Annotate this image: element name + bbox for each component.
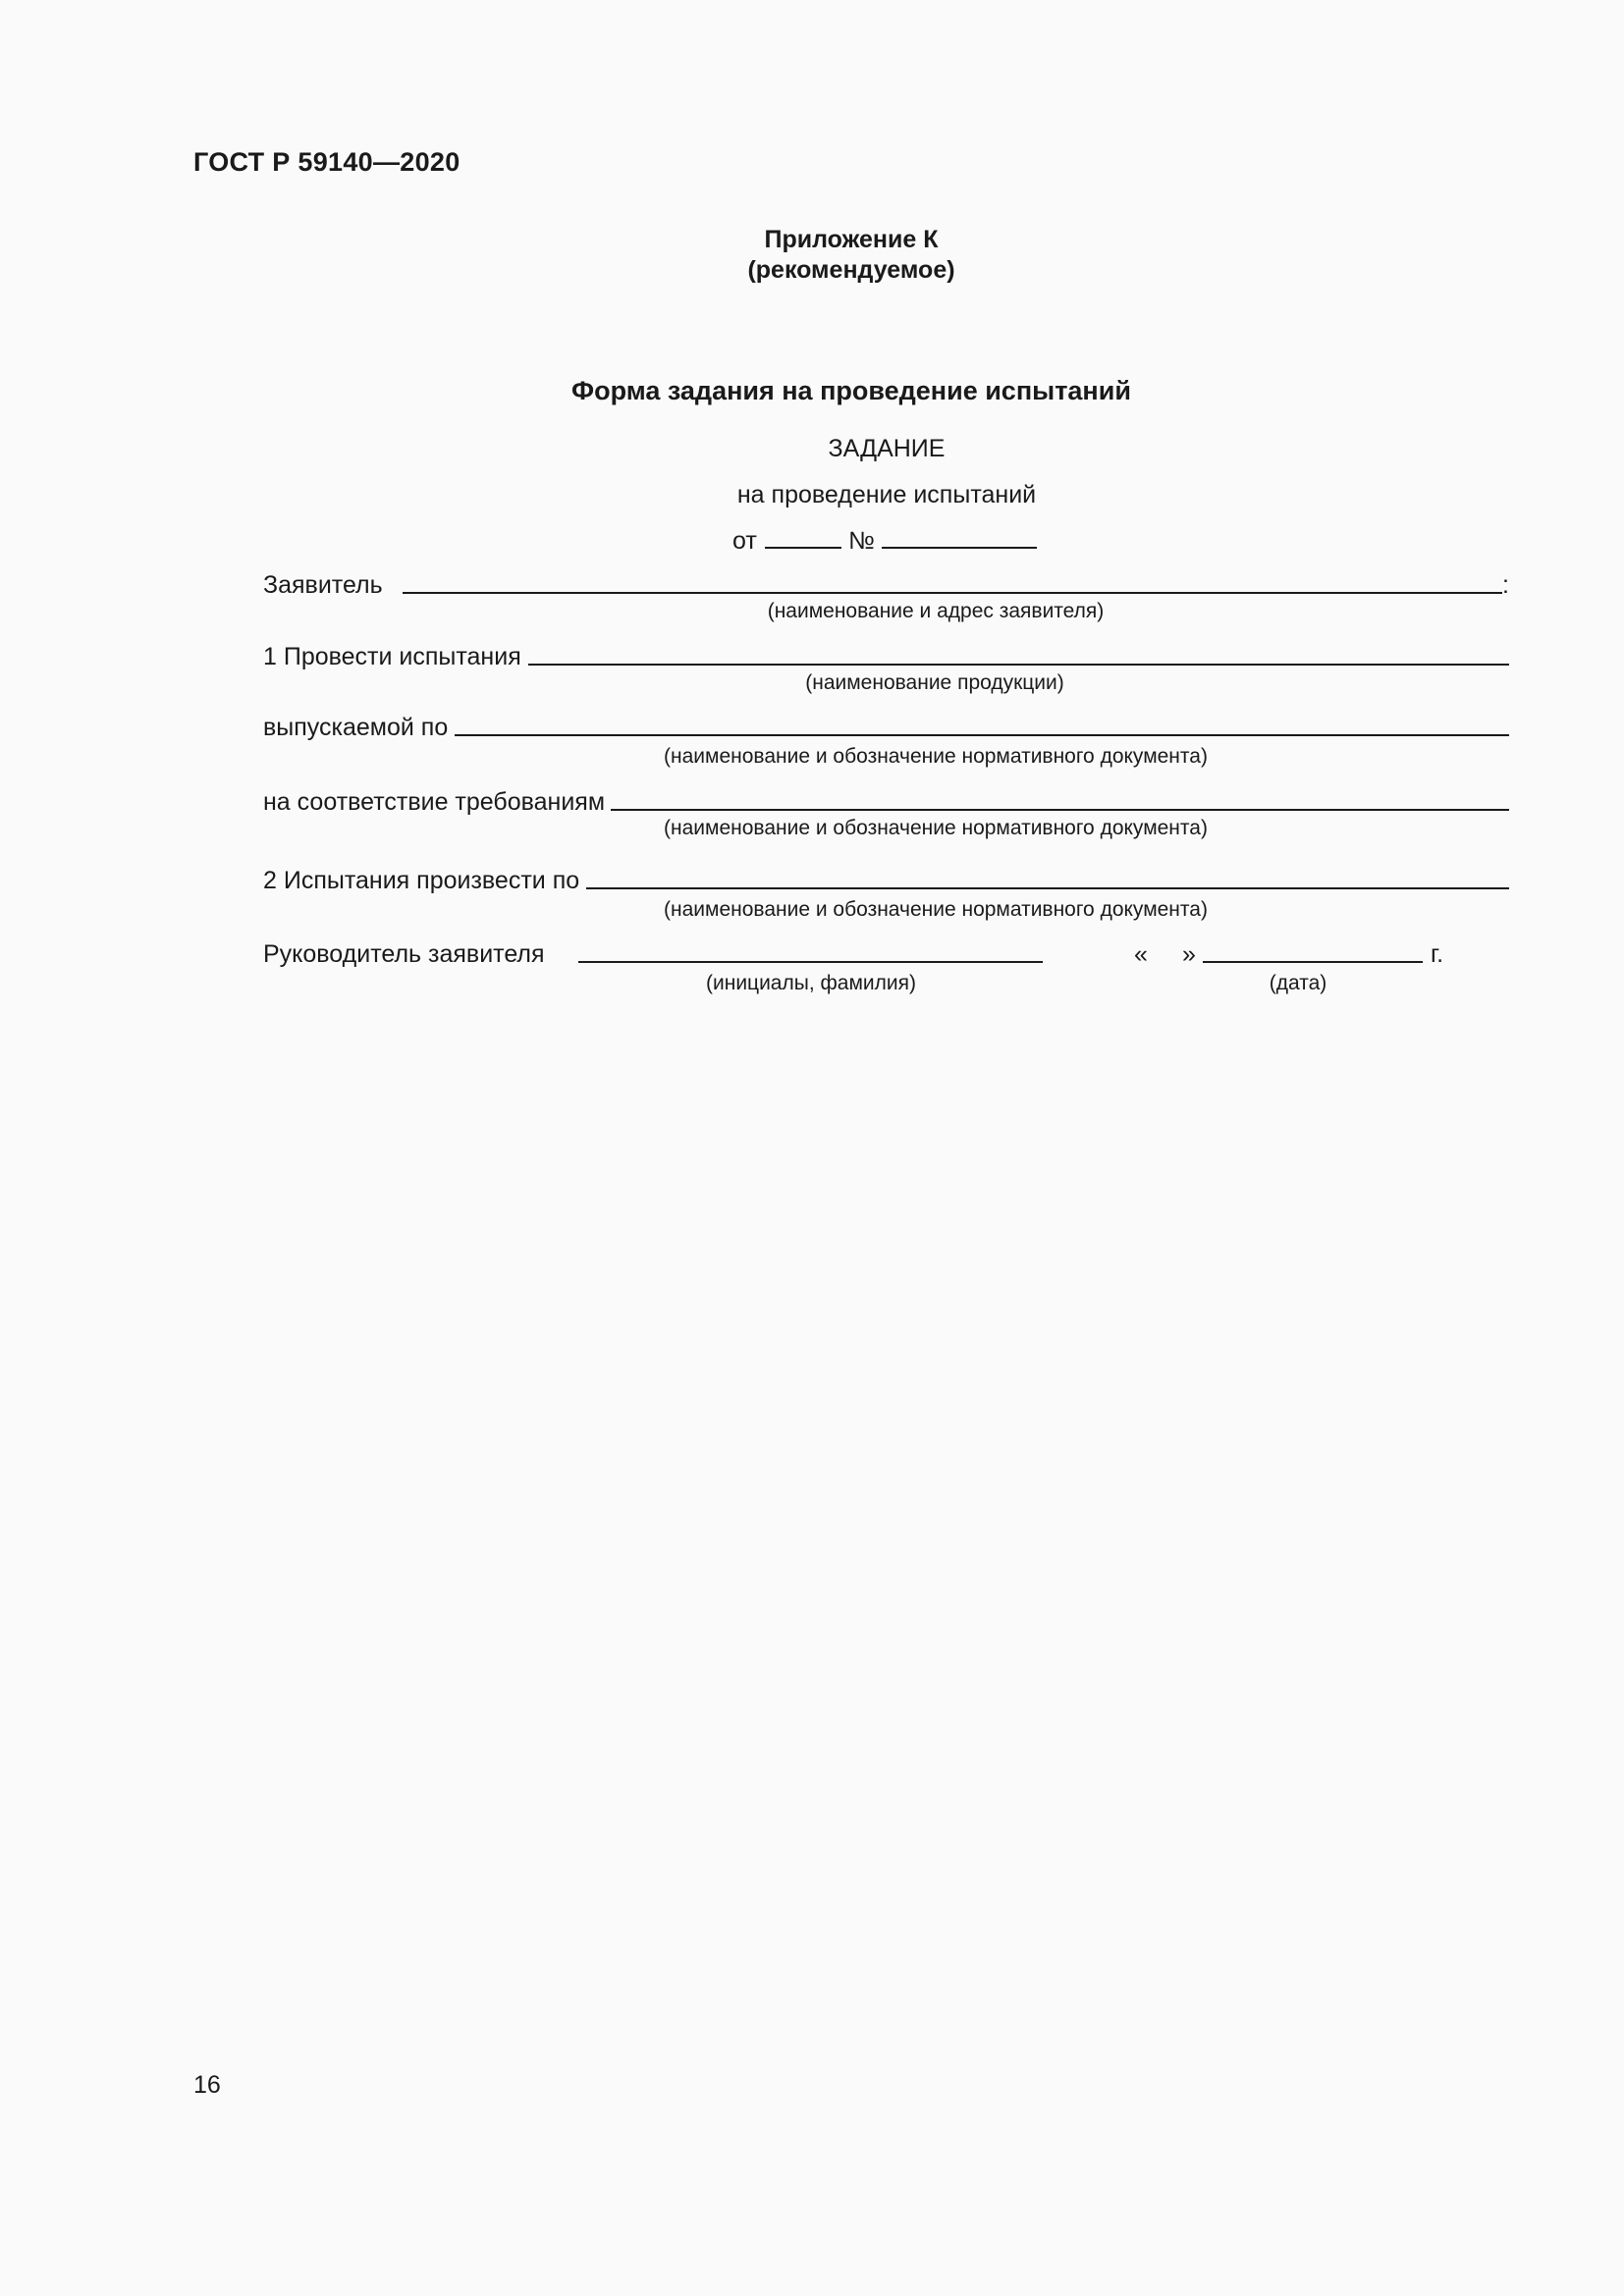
document-code: ГОСТ Р 59140—2020 — [193, 147, 460, 177]
perform-field-line[interactable] — [586, 887, 1509, 889]
annex-title: Приложение К — [764, 226, 939, 253]
date-caption: (дата) — [1269, 972, 1327, 994]
compliance-field-line[interactable] — [611, 809, 1509, 811]
signature-field-line[interactable] — [578, 961, 1043, 963]
perform-label: 2 Испытания произвести по — [263, 867, 580, 894]
produced-field-line[interactable] — [455, 734, 1509, 736]
compliance-label: на соответствие требованиям — [263, 788, 606, 816]
product-field-line[interactable] — [528, 664, 1509, 666]
applicant-colon: : — [1502, 571, 1509, 599]
produced-label: выпускаемой по — [263, 714, 449, 741]
produced-caption: (наименование и обозначение нормативного документа) — [664, 745, 1208, 768]
task-subtitle: на проведение испытаний — [736, 481, 1037, 508]
signing-date-field-line[interactable] — [1203, 961, 1423, 963]
signature-caption: (инициалы, фамилия) — [706, 972, 916, 994]
number-field-line[interactable] — [882, 547, 1037, 549]
quote-open: « — [1134, 940, 1148, 968]
year-suffix: г. — [1431, 940, 1444, 968]
number-sign: № — [848, 527, 875, 555]
applicant-field-line[interactable] — [403, 592, 1502, 594]
applicant-label: Заявитель — [263, 571, 383, 599]
head-label: Руководитель заявителя — [263, 940, 545, 968]
page-number: 16 — [193, 2071, 221, 2099]
task-title: ЗАДАНИЕ — [828, 435, 946, 462]
compliance-caption: (наименование и обозначение нормативного документа) — [664, 817, 1208, 839]
product-caption: (наименование продукции) — [805, 671, 1064, 694]
perform-caption: (наименование и обозначение нормативного документа) — [664, 898, 1208, 921]
form-title: Форма задания на проведение испытаний — [571, 376, 1131, 405]
annex-status: (рекомендуемое) — [747, 256, 955, 284]
quote-close: » — [1182, 940, 1196, 968]
date-prefix: от — [732, 527, 757, 555]
applicant-caption: (наименование и адрес заявителя) — [767, 600, 1105, 622]
test-label: 1 Провести испытания — [263, 643, 521, 670]
date-field-line[interactable] — [765, 547, 841, 549]
